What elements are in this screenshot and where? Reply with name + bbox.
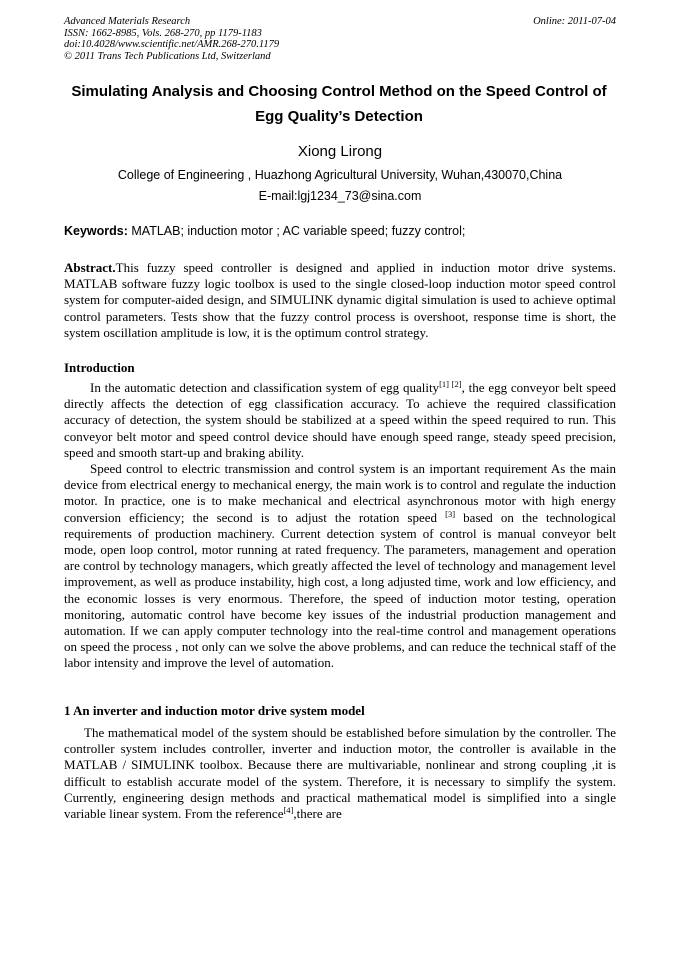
keywords-label: Keywords: [64, 224, 128, 238]
introduction-paragraph-1 [64, 380, 616, 461]
sec1-p1-text-a: The mathematical model of the system should be established before simulation by the controller. The controller system includes controller, inverter and induction motor, the controller is available in the MATLAB / SIMULINK toolbox. Because there are multivariable, nonlinear and strong coupling ,it is difficult to establish accurate model of the system. Therefore, it is necessary to simplify the system. Currently, engineering design methods and practical mathematical model is simplified into a single variable linear system. From the reference [64, 725, 616, 822]
keywords-text: MATLAB; induction motor ; AC variable speed; fuzzy control; [127, 224, 466, 238]
paper-title: Simulating Analysis and Choosing Control Method on the Speed Control of Egg Quality’s Detection [71, 83, 607, 125]
author-affiliation: College of Engineering , Huazhong Agricultural University, Wuhan,430070,China [117, 168, 563, 182]
copyright-line: © 2011 Trans Tech Publications Ltd, Switzerland [64, 50, 271, 62]
sec1-p1-text-b: ,there are [293, 806, 342, 822]
citation-ref-4: [4] [283, 805, 294, 816]
intro-p2-text-a: Speed control to electric transmission and control system is an important requirement As the main device from electrical energy to mechanical energy, the main work is to control and regulate the induction motor. In practice, one is to make mechanical and electrical asynchronous motor with high energy conversion efficiency; the second is to adjust the rotation speed [64, 461, 616, 525]
author-email: E-mail:lgj1234_73@sina.com [258, 189, 422, 203]
section-1-heading: 1 An inverter and induction motor drive system model [64, 703, 365, 718]
citation-ref-1-2: [1] [2] [439, 379, 462, 389]
section-1-paragraph-1 [64, 725, 616, 822]
journal-name: Advanced Materials Research [64, 16, 191, 27]
journal-header [64, 16, 616, 62]
abstract-text: This fuzzy speed controller is designed and applied in induction motor drive systems. MATLAB software fuzzy logic toolbox is used to the single closed-loop induction motor speed control system for computer-aided design, and SIMULINK dynamic digital simulation is used to achieve optimal control parameters. Tests show that the fuzzy control process is overshoot, response time is short, the system oscillation amplitude is low, it is the optimum control strategy. [64, 260, 616, 340]
online-date: Online: 2011-07-04 [533, 16, 616, 27]
intro-p2-text-b: based on the technological requirements of production machinery. Current detection system of control is manual conveyor belt mode, open loop control, motor running at rated frequency. The parameters, management and operation are control by technology managers, which greatly affected the level of technology and management level improvement, as well as produce instability, high cost, a long adjusted time, work and low efficiency, and the economic losses is very enormous. Therefore, the speed of induction motor testing, operation monitoring, automatic control have become key issues of the industrial production management and automation. If we can apply computer technology into the real-time control and management operations on speed the process , not only can we solve the above problems, and can reduce the technical staff of the labor intensity and improve the level of automation. [64, 509, 616, 671]
citation-ref-3: [3] [445, 508, 456, 519]
introduction-paragraph-2 [64, 461, 616, 672]
intro-p1-text-b: , the egg conveyor belt speed directly affects the detection of egg classification accuracy. To achieve the required classification accuracy of detection, the system should be stabilized at a speed within the speed required to run. This conveyor belt motor and speed control device should have enough speed range, steady speed precision, speed and smooth start-up and braking ability. [64, 380, 616, 460]
doi-line: doi:10.4028/www.scientific.net/AMR.268-270.1179 [64, 39, 280, 50]
keywords [64, 222, 616, 240]
abstract-label: Abstract. [64, 260, 116, 275]
abstract [64, 260, 616, 341]
author-name: Xiong Lirong [297, 143, 383, 160]
introduction-heading: Introduction [64, 360, 135, 375]
intro-p1-text-a: In the automatic detection and classification system of egg quality [90, 380, 440, 395]
issn-line: ISSN: 1662-8985, Vols. 268-270, pp 1179-1183 [64, 27, 262, 39]
